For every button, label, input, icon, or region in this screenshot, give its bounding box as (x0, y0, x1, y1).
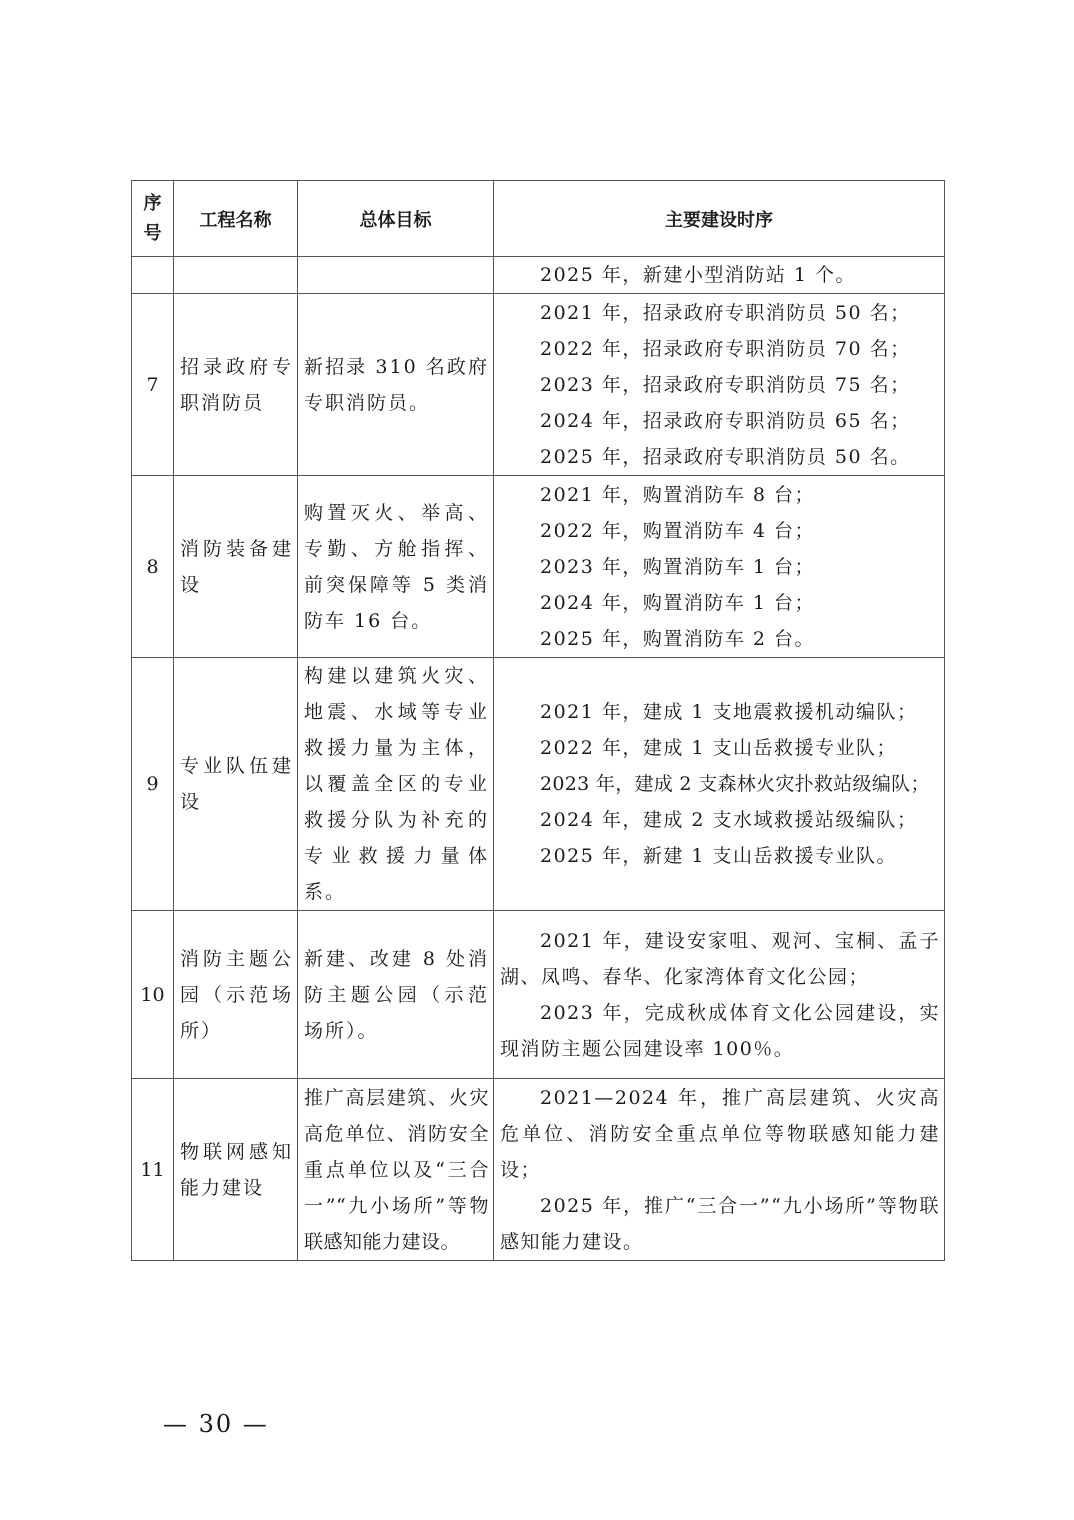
schedule-line: 2025 年，招录政府专职消防员 50 名。 (540, 445, 911, 468)
header-seq-line2: 号 (143, 222, 162, 244)
project-table (131, 180, 945, 1261)
cell-schedule (494, 658, 945, 911)
schedule-line: 2025 年，新建 1 支山岳救援专业队。 (540, 845, 898, 867)
page-number: — 30 — (163, 1410, 269, 1438)
header-goal: 总体目标 (298, 181, 494, 257)
schedule-line: 2024 年，建成 2 支水域救援站级编队； (540, 809, 918, 831)
schedule-paragraph: 2021 年，建设安家咀、观河、宝桐、孟子湖、凤鸣、春华、化家湾体育文化公园； (500, 929, 940, 988)
cell-seq: 10 (132, 911, 174, 1079)
table-header-row (132, 181, 945, 257)
cell-name (174, 257, 298, 294)
schedule-line: 2021 年，购置消防车 8 台； (540, 483, 816, 506)
cell-name: 招录政府专职消防员 (174, 294, 298, 476)
schedule-paragraph: 2021—2024 年，推广高层建筑、火灾高危单位、消防安全重点单位等物联感知能力建设； (500, 1086, 940, 1181)
cell-goal: 新建、改建 8 处消防主题公园（示范场所）。 (298, 911, 494, 1079)
cell-goal: 推广高层建筑、火灾高危单位、消防安全重点单位以及“三合一”“九小场所”等物联感知能力建设。 (298, 1079, 494, 1261)
cell-schedule (494, 294, 945, 476)
cell-seq: 7 (132, 294, 174, 476)
cell-name: 消防主题公园（示范场所） (174, 911, 298, 1079)
schedule-line: 2022 年，建成 1 支山岳救援专业队； (540, 737, 898, 759)
schedule-line: 2025 年，购置消防车 2 台。 (540, 627, 816, 650)
schedule-line: 2023 年，招录政府专职消防员 75 名； (540, 373, 911, 396)
table-row-continuation (132, 257, 945, 294)
cell-goal: 购置灭火、举高、专勤、方舱指挥、前突保障等 5 类消防车 16 台。 (298, 476, 494, 658)
table-row (132, 658, 945, 911)
table-row (132, 911, 945, 1079)
table-row (132, 476, 945, 658)
schedule-line: 2022 年，招录政府专职消防员 70 名； (540, 337, 911, 360)
cell-schedule (494, 257, 945, 294)
cell-name: 消防装备建设 (174, 476, 298, 658)
cell-seq: 11 (132, 1079, 174, 1261)
schedule-paragraph: 2023 年，完成秋成体育文化公园建设，实现消防主题公园建设率 100％。 (500, 1001, 940, 1060)
cell-goal: 构建以建筑火灾、地震、水域等专业救援力量为主体，以覆盖全区的专业救援分队为补充的专业救援力量体系。 (298, 658, 494, 911)
cell-seq: 8 (132, 476, 174, 658)
cell-name: 物联网感知能力建设 (174, 1079, 298, 1261)
schedule-line: 2021 年，建成 1 支地震救援机动编队； (540, 701, 918, 723)
schedule-line: 2022 年，购置消防车 4 台； (540, 519, 816, 542)
cell-seq (132, 257, 174, 294)
schedule-line: 2024 年，招录政府专职消防员 65 名； (540, 409, 911, 432)
cell-seq: 9 (132, 658, 174, 911)
header-seq (132, 181, 174, 257)
table-row (132, 294, 945, 476)
schedule-line: 2025 年，新建小型消防站 1 个。 (540, 264, 857, 286)
cell-goal (298, 257, 494, 294)
schedule-line: 2021 年，招录政府专职消防员 50 名； (540, 301, 911, 324)
cell-schedule (494, 911, 945, 1079)
cell-schedule (494, 476, 945, 658)
cell-schedule (494, 1079, 945, 1261)
schedule-line: 2023 年，建成 2 支森林火灾扑救站级编队； (540, 773, 930, 795)
schedule-paragraph: 2025 年，推广“三合一”“九小场所”等物联感知能力建设。 (500, 1194, 940, 1253)
table-row (132, 1079, 945, 1261)
schedule-line: 2023 年，购置消防车 1 台； (540, 555, 816, 578)
header-schedule: 主要建设时序 (494, 181, 945, 257)
schedule-line: 2024 年，购置消防车 1 台； (540, 591, 816, 614)
cell-name: 专业队伍建设 (174, 658, 298, 911)
header-seq-line1: 序 (143, 192, 162, 214)
cell-goal: 新招录 310 名政府专职消防员。 (298, 294, 494, 476)
header-name: 工程名称 (174, 181, 298, 257)
